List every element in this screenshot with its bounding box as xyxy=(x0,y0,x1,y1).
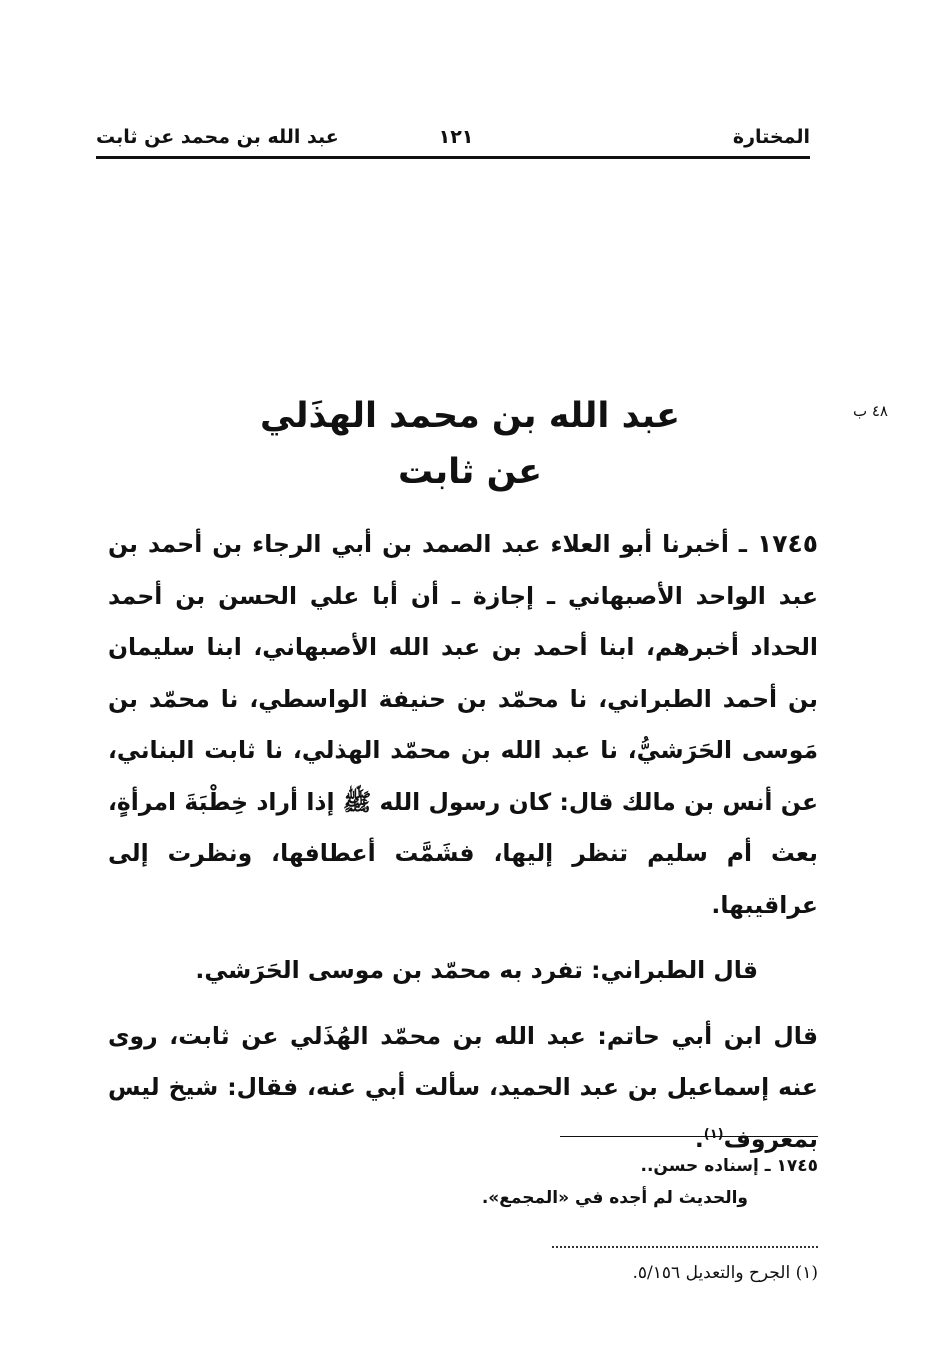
section-title xyxy=(120,388,820,500)
chapter-title: عبد الله بن محمد عن ثابت xyxy=(96,126,339,148)
note-line-2: والحديث لم أجده في «المجمع». xyxy=(481,1188,748,1208)
note-line-1: ١٧٤٥ ـ إسناده حسن.. xyxy=(640,1156,818,1176)
hadith-paragraph xyxy=(108,518,818,931)
manuscript-folio-note: ٤٨ ب xyxy=(852,402,888,420)
editor-notes xyxy=(380,1150,818,1214)
book-title: المختارة xyxy=(732,126,810,148)
header-rule xyxy=(96,156,810,159)
footnote-separator xyxy=(552,1246,818,1248)
remark-text: قال ابن أبي حاتم: عبد الله بن محمّد الهُذَلي عن ثابت، روى عنه إسماعيل بن عبد الحميد، سألت أبي عنه، فقال: شيخ ليس بمعروف xyxy=(108,1021,818,1153)
section-title-line1: عبد الله بن محمد الهذَلي xyxy=(259,396,681,436)
remark-end: . xyxy=(694,1124,704,1153)
tabarani-remark: قال الطبراني: تفرد به محمّد بن موسى الحَرَشي. xyxy=(195,956,758,984)
main-text xyxy=(108,518,818,1165)
footnote-ref: (١) xyxy=(703,1126,724,1142)
section-title-line2: عن ثابت xyxy=(397,452,543,492)
page-number: ١٢١ xyxy=(438,126,474,148)
notes-rule xyxy=(560,1136,818,1137)
hadith-text: ـ أخبرنا أبو العلاء عبد الصمد بن أبي الرجاء بن أحمد بن عبد الواحد الأصبهاني ـ إجازة ـ أن أبا علي الحسن بن أحمد الحداد أخبرهم، ابنا أحمد بن عبد الله الأصبهاني، ابنا سليمان بن أحمد الطبراني، نا محمّد بن حنيفة الواسطي، نا محمّد بن مَوسى الحَرَشيُّ، نا عبد الله بن محمّد الهذلي، نا ثابت البناني، عن أنس بن مالك قال: كان رسول الله ﷺ إذا أراد خِطْبَةَ امرأةٍ، بعث أم سليم تنظر إليها، فشَمَّت أعطافها، ونظرت إلى عراقيبها. xyxy=(108,530,818,919)
running-head xyxy=(96,120,810,156)
ibn-abi-hatim-remark xyxy=(108,1011,818,1166)
hadith-number: ١٧٤٥ xyxy=(756,529,818,558)
footnote: (١) الجرح والتعديل ٥/١٥٦. xyxy=(632,1263,818,1283)
